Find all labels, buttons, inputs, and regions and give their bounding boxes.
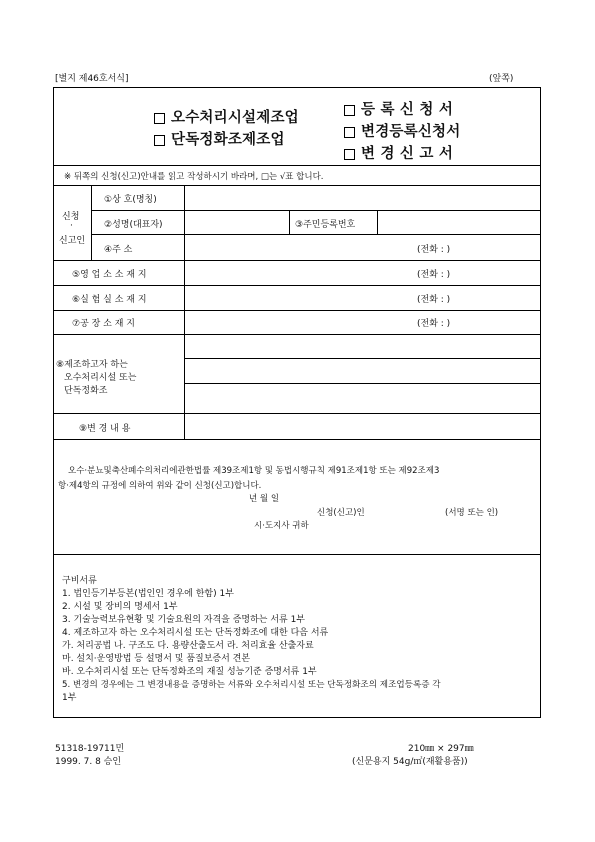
document-item-4a: 가. 처리공법 나. 구조도 다. 용량산출도서 라. 처리효율 산출자료 bbox=[62, 641, 314, 651]
vline-id bbox=[377, 210, 378, 234]
checkbox-change-registration[interactable] bbox=[344, 127, 355, 138]
factory-phone: (전화 : ) bbox=[417, 319, 451, 329]
title-right-1: 등 록 신 청 서 bbox=[344, 98, 453, 119]
checkbox-registration[interactable] bbox=[344, 105, 355, 116]
change-details-label: ⑨변 경 내 용 bbox=[79, 424, 131, 434]
representative-label: ②성명(대표자) bbox=[104, 220, 163, 230]
documents-title: 구비서류 bbox=[62, 576, 97, 586]
title-right-3: 변 경 신 고 서 bbox=[344, 142, 453, 163]
paper-size: 210㎜ × 297㎜ bbox=[408, 744, 474, 754]
title-left-1: 오수처리시설제조업 bbox=[154, 106, 299, 127]
lab-phone: (전화 : ) bbox=[417, 295, 451, 305]
divider-notice bbox=[54, 185, 540, 186]
divider-change bbox=[54, 413, 540, 414]
document-item-4c: 바. 오수처리시설 또는 단독정화조의 재질 성능기준 증명서류 1부 bbox=[62, 667, 317, 677]
document-item-3: 3. 기술능력보유현황 및 기술요원의 자격을 증명하는 서류 1부 bbox=[62, 615, 305, 625]
divider-statement bbox=[54, 439, 540, 440]
divider-product bbox=[54, 334, 540, 335]
notice-text: ※ 뒤쪽의 신청(신고)안내를 읽고 작성하시기 바라며, □는 √표 합니다. bbox=[64, 172, 324, 182]
trade-name-label: ①상 호(명칭) bbox=[104, 195, 157, 205]
signature-note: (서명 또는 인) bbox=[445, 508, 499, 518]
title-left-2: 단독정화조제조업 bbox=[154, 128, 285, 149]
statement-line-2: 항·제4항의 규정에 의하여 위와 같이 신청(신고)합니다. bbox=[58, 481, 262, 491]
checkbox-septic[interactable] bbox=[154, 135, 165, 146]
divider-product-sub1 bbox=[184, 358, 540, 359]
product-label-3: 단독정화조 bbox=[64, 386, 108, 396]
signer-label: 신청(신고)인 bbox=[317, 508, 365, 518]
divider-title bbox=[54, 165, 540, 166]
business-location-label: ⑤영 업 소 소 재 지 bbox=[72, 270, 147, 280]
paper-type: (신문용지 54g/㎡(재활용품)) bbox=[352, 757, 468, 767]
divider-factory bbox=[54, 310, 540, 311]
divider-documents bbox=[54, 554, 540, 555]
document-item-4: 4. 제조하고자 하는 오수처리시설 또는 단독정화조에 대한 다음 서류 bbox=[62, 628, 329, 638]
vline-label bbox=[184, 185, 185, 439]
applicant-label-1: 신청 bbox=[62, 212, 80, 222]
product-label-2: 오수처리시설 또는 bbox=[64, 373, 137, 383]
lab-location-label: ⑥실 험 실 소 재 지 bbox=[72, 295, 147, 305]
page-side: (앞쪽) bbox=[489, 74, 514, 84]
applicant-label-2: · bbox=[70, 221, 73, 231]
document-item-5: 5. 변경의 경우에는 그 변경내용을 증명하는 서류와 오수처리시설 또는 단독정화조의 제조업등록증 각 bbox=[62, 680, 441, 690]
divider-lab bbox=[54, 285, 540, 286]
factory-location-label: ⑦공 장 소 재 지 bbox=[72, 319, 135, 329]
application-form bbox=[53, 87, 541, 718]
business-phone: (전화 : ) bbox=[417, 270, 451, 280]
statement-date: 년 월 일 bbox=[249, 494, 280, 504]
checkbox-wastewater[interactable] bbox=[154, 113, 165, 124]
divider-business bbox=[54, 260, 540, 261]
vline-rep bbox=[289, 210, 290, 234]
document-item-4b: 마. 설치·운영방법 등 설명서 및 품질보증서 견본 bbox=[62, 654, 251, 664]
document-item-5-cont: 1부 bbox=[62, 693, 77, 703]
address-label: ④주 소 bbox=[104, 245, 133, 255]
recipient-label: 시·도지사 귀하 bbox=[254, 521, 309, 531]
divider-product-sub2 bbox=[184, 383, 540, 384]
document-item-1: 1. 법인등기부등본(법인인 경우에 한함) 1부 bbox=[62, 589, 234, 599]
address-phone: (전화 : ) bbox=[417, 245, 451, 255]
product-label-1: ⑧제조하고자 하는 bbox=[56, 360, 128, 370]
applicant-label-3: 신고인 bbox=[59, 236, 86, 246]
divider-applicant-1 bbox=[91, 210, 540, 211]
form-code: 51318-19711민 bbox=[55, 744, 125, 754]
checkbox-change-report[interactable] bbox=[344, 149, 355, 160]
resident-number-label: ③주민등록번호 bbox=[295, 220, 356, 230]
statement-line-1: 오수·분뇨및축산폐수의처리에관한법률 제39조제1항 및 동법시행규칙 제91조제1항 또는 제92조제3 bbox=[68, 466, 440, 476]
form-number: [별지 제46호서식] bbox=[55, 74, 129, 84]
approval-date: 1999. 7. 8 승인 bbox=[55, 757, 122, 767]
title-right-2: 변경등록신청서 bbox=[344, 120, 460, 141]
vline-applicant bbox=[91, 185, 92, 260]
document-item-2: 2. 시설 및 장비의 명세서 1부 bbox=[62, 602, 178, 612]
divider-applicant-2 bbox=[91, 234, 540, 235]
